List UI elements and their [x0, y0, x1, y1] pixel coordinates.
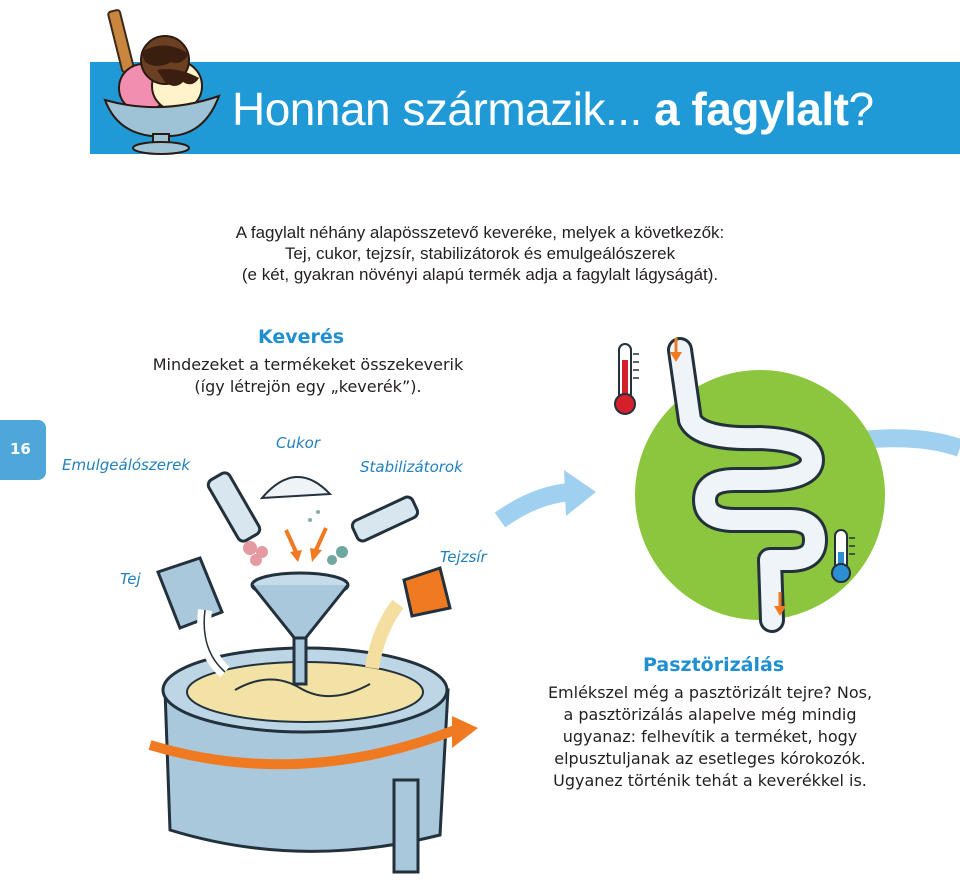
emulsifier-tube-icon	[206, 471, 268, 566]
pasteurization-text	[545, 682, 875, 792]
pasteurization-line-2: a pasztörizálás alapelve még mindig	[563, 705, 857, 724]
label-sugar: Cukor	[276, 434, 321, 452]
pasteurization-heading: Pasztörizálás	[643, 654, 785, 676]
mixing-pot-icon	[150, 648, 478, 872]
pasteurization-line-3: ugyanaz: felhevítik a terméket, hogy	[562, 727, 858, 746]
milk-jug-icon	[158, 558, 225, 672]
stabilizer-tube-icon	[327, 495, 420, 565]
flow-arrow-icon	[500, 492, 570, 520]
label-emulsifiers: Emulgeálószerek	[62, 456, 191, 474]
page-number: 16	[10, 440, 31, 458]
title-light: Honnan származik...	[232, 83, 655, 135]
label-stabilizers: Stabilizátorok	[360, 458, 463, 476]
mixing-line-1: Mindezeket a termékeket összekeverik	[152, 355, 464, 374]
pasteurization-line-4: elpusztuljanak az esetleges kórokozók.	[554, 749, 866, 768]
intro-line-2: Tej, cukor, tejzsír, stabilizátorok és emulgeálószerek	[284, 244, 676, 263]
title-question-mark: ?	[848, 83, 874, 135]
sugar-pile-icon	[262, 477, 330, 522]
intro-line-1: A fagylalt néhány alapösszetevő keveréke, melyek a következők:	[235, 223, 725, 242]
pasteurization-line-5: Ugyanez történik tehát a keverékkel is.	[553, 771, 867, 790]
label-milk: Tej	[120, 570, 141, 588]
title-bold: a fagylalt	[654, 83, 849, 135]
intro-line-3: (e két, gyakran növényi alapú termék adja a fagylalt lágyságát).	[241, 265, 719, 284]
exit-arrow-icon	[862, 438, 960, 448]
label-cream: Tejzsír	[440, 548, 487, 566]
pasteurization-line-1: Emlékszel még a pasztörizált tejre? Nos,	[547, 683, 873, 702]
thermometer-hot-icon	[615, 344, 639, 414]
flow-arrow-head-icon	[564, 470, 596, 516]
mixing-heading: Keverés	[258, 326, 345, 348]
ingredient-arrows	[286, 528, 326, 562]
mixing-line-2: (így létrejön egy „keverék”).	[194, 377, 422, 396]
cream-cup-icon	[372, 568, 450, 668]
